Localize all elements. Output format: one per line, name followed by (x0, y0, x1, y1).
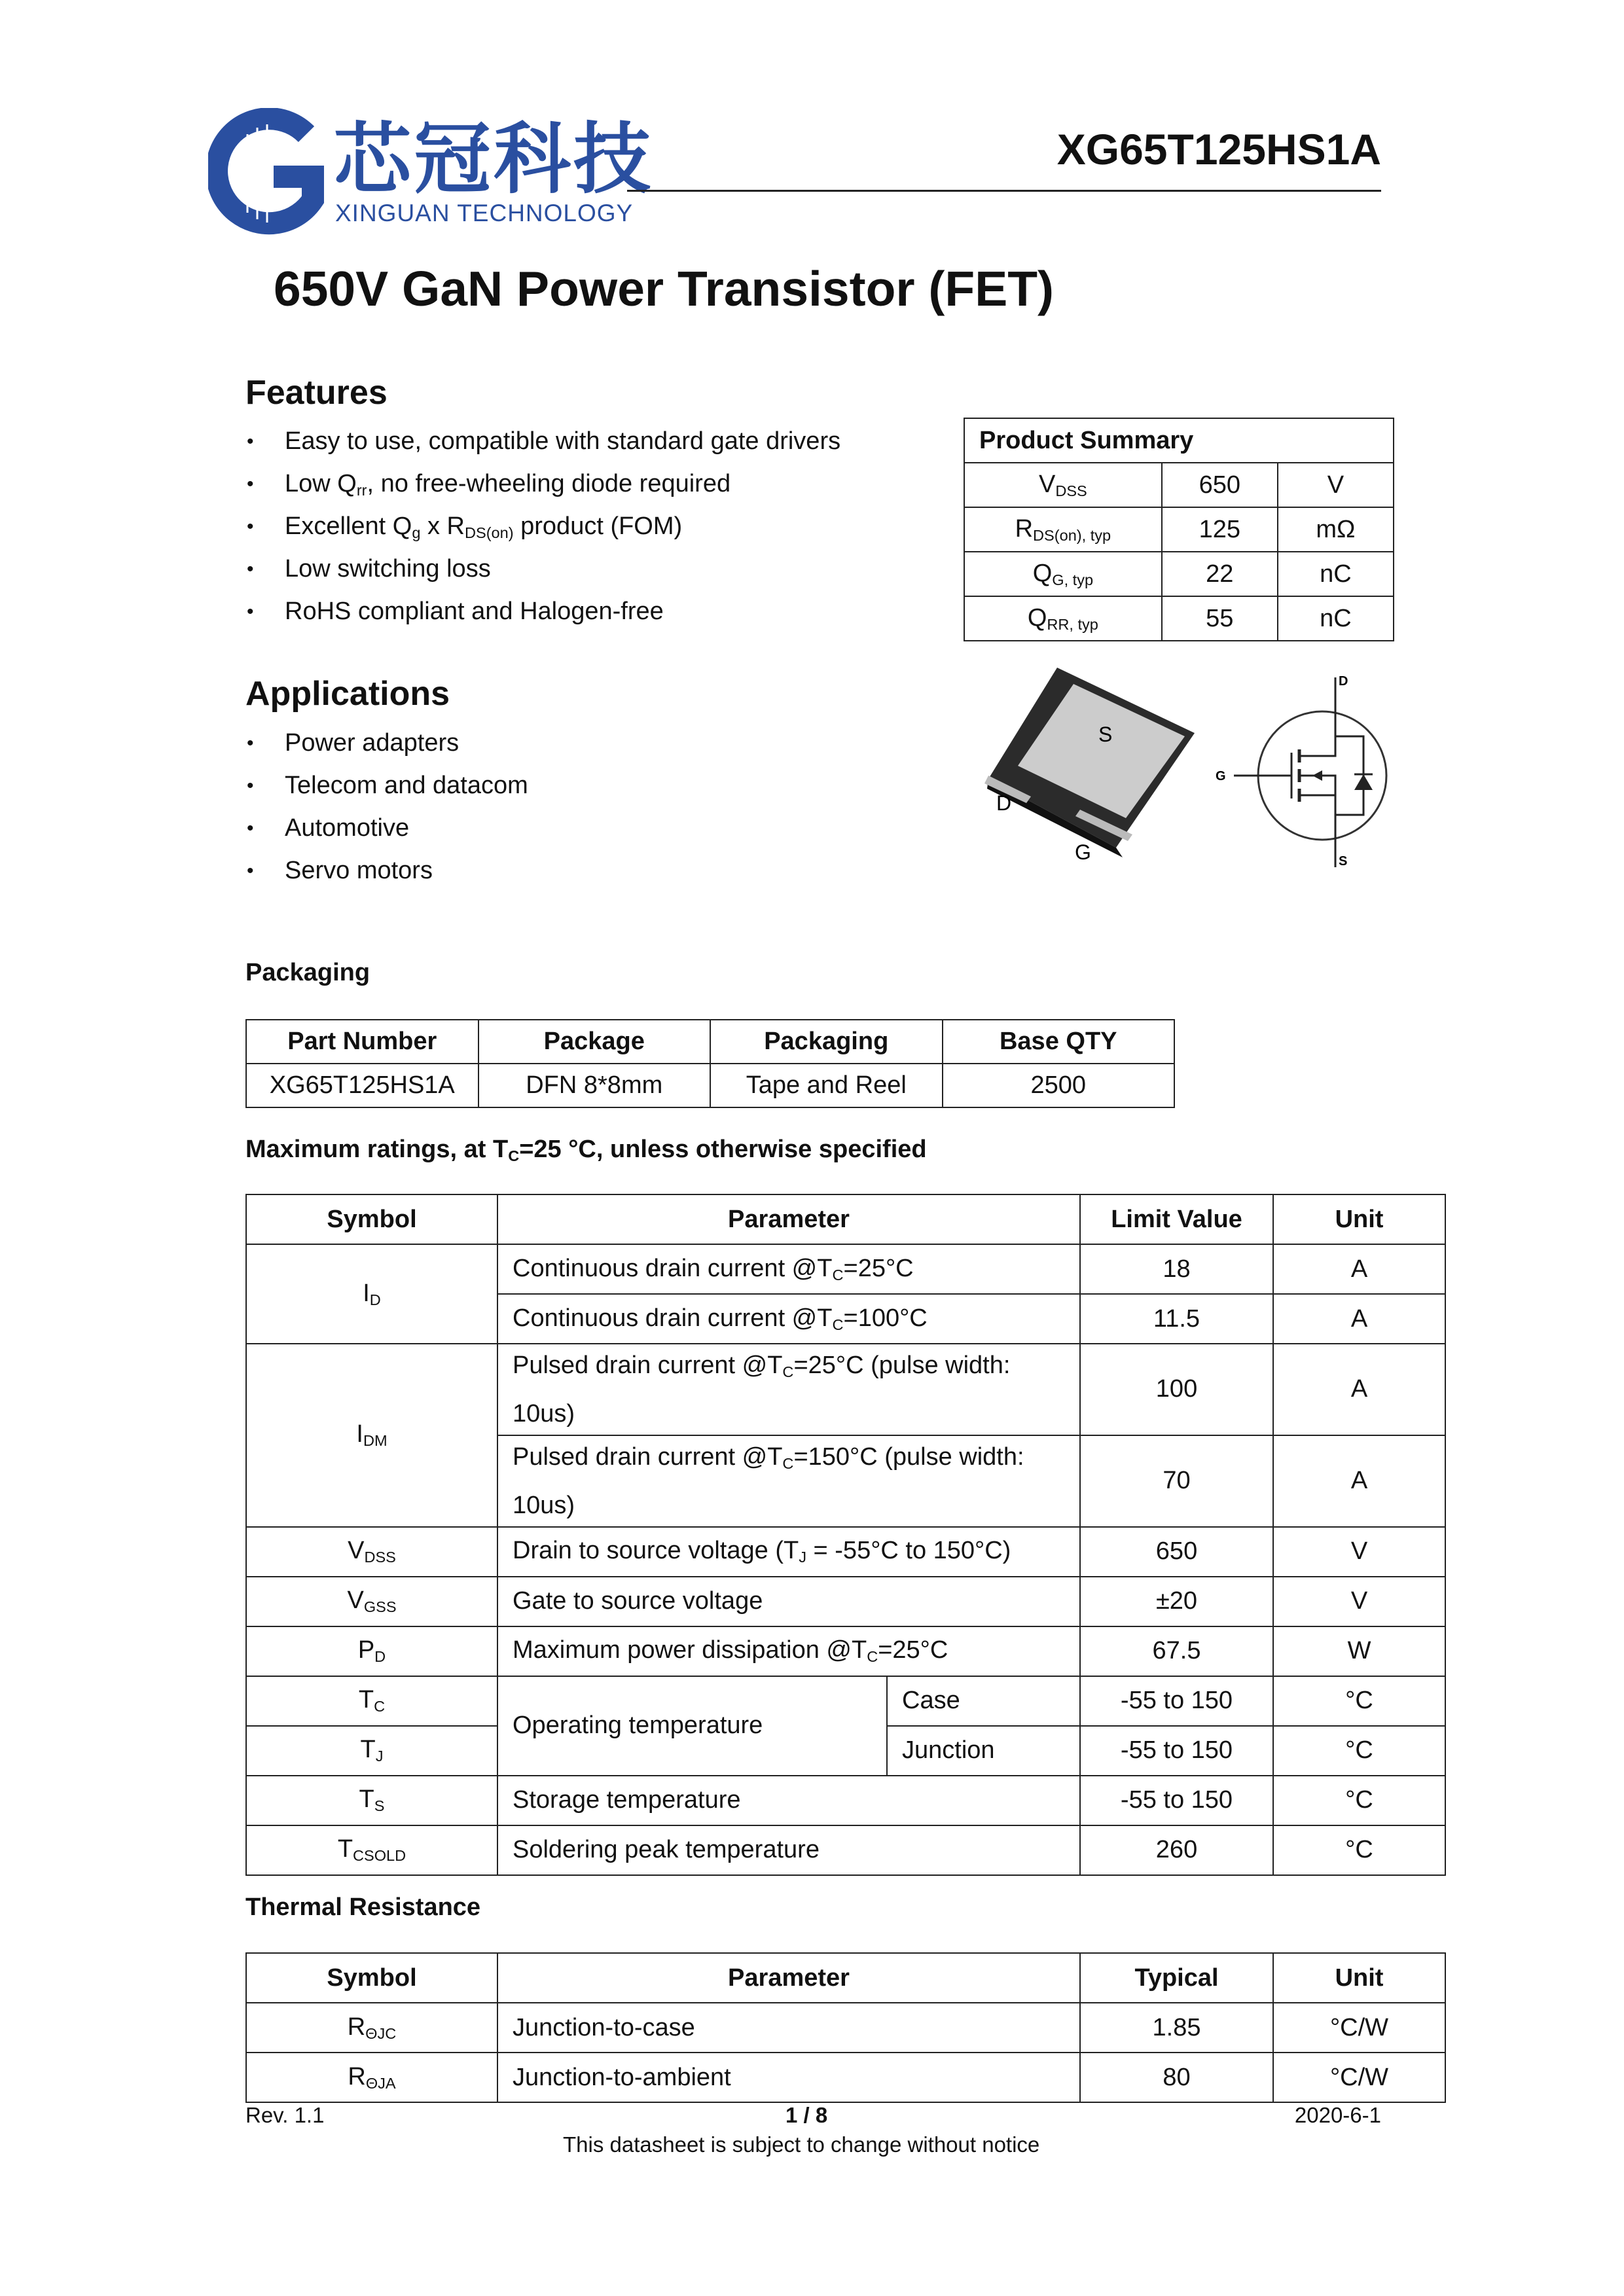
transistor-symbol-icon (1214, 671, 1407, 867)
table-row: $T_C$ Operating temperature Case -55 to 150 °C (246, 1676, 1445, 1726)
list-item: • Excellent $Q_g$ x $R_{DS(on)}$ product (FOM) (245, 505, 840, 548)
table-header-row: Symbol Parameter Typical Unit (246, 1953, 1445, 2003)
table-row: $Q_{G, typ}$ 22 nC (964, 552, 1394, 596)
thermal-heading: Thermal Resistance (245, 1893, 481, 1921)
logo-g-mark (208, 108, 326, 239)
footer-notice: This datasheet is subject to change without notice (563, 2132, 1040, 2157)
list-item: • Power adapters (245, 722, 528, 764)
table-row: $V_{DSS}$ Drain to source voltage ($T_J = -55^\circ C$ to 150°C) 650 V (246, 1527, 1445, 1577)
packaging-heading: Packaging (245, 959, 370, 986)
list-item: • Low $Q_{rr}$, no free-wheeling diode required (245, 463, 840, 505)
table-row: $R_{DS(on), typ}$ 125 mΩ (964, 507, 1394, 552)
list-item: • Telecom and datacom (245, 764, 528, 807)
package-label-s: S (1098, 723, 1113, 746)
footer-revision: Rev. 1.1 (245, 2103, 325, 2127)
footer-date: 2020-6-1 (1294, 2103, 1381, 2127)
table-row: $R_{\Theta JA}$ Junction-to-ambient 80 °C/W (246, 2053, 1445, 2102)
table-row: $V_{DSS}$ 650 V (964, 463, 1394, 507)
table-row: Continuous drain current $@T_C=100^\circ C$ 11.5 A (246, 1294, 1445, 1344)
table-header-row: Symbol Parameter Limit Value Unit (246, 1194, 1445, 1244)
table-row: $I_D$ Continuous drain current $@T_C=25^\circ C$ 18 A (246, 1244, 1445, 1294)
header-rule (627, 190, 1381, 192)
product-summary-table (964, 418, 1394, 641)
symbol-label-d: D (1339, 674, 1348, 689)
table-row: $T_S$ Storage temperature -55 to 150 °C (246, 1776, 1445, 1825)
logo-english-text: XINGUAN TECHNOLOGY (335, 200, 634, 226)
features-heading: Features (245, 374, 388, 412)
package-label-g: G (1075, 840, 1091, 864)
table-row: $Q_{RR, typ}$ 55 nC (964, 596, 1394, 641)
list-item: • Low switching loss (245, 548, 840, 590)
table-row: $T_{CSOLD}$ Soldering peak temperature 260 °C (246, 1825, 1445, 1875)
header-part-number: XG65T125HS1A (1056, 125, 1381, 173)
footer-page-number: 1 / 8 (785, 2103, 828, 2127)
list-item: • Servo motors (245, 850, 528, 892)
list-item: • Easy to use, compatible with standard gate drivers (245, 420, 840, 463)
list-item: • Automotive (245, 807, 528, 850)
package-illustration (969, 658, 1204, 874)
table-header-row: Part Number Package Packaging Base QTY (246, 1020, 1174, 1064)
table-row: $I_{DM}$ Pulsed drain current $@T_C=25^\circ C$ (pulse width: 10us) 100 A (246, 1344, 1445, 1435)
max-ratings-table (245, 1194, 1446, 1876)
table-row: $P_D$ Maximum power dissipation $@T_C=25^\circ C$ 67.5 W (246, 1626, 1445, 1676)
thermal-resistance-table (245, 1952, 1446, 2103)
page-title: 650V GaN Power Transistor (FET) (274, 261, 1055, 316)
package-label-d: D (996, 791, 1012, 815)
table-row: XG65T125HS1A DFN 8*8mm Tape and Reel 2500 (246, 1064, 1174, 1107)
applications-list (245, 722, 528, 892)
table-row: Pulsed drain current $@T_C=150^\circ C$ (pulse width: 10us) 70 A (246, 1435, 1445, 1527)
table-row: $R_{\Theta JC}$ Junction-to-case 1.85 °C/W (246, 2003, 1445, 2053)
table-row: $V_{GSS}$ Gate to source voltage ±20 V (246, 1577, 1445, 1626)
features-list (245, 420, 840, 633)
product-summary-heading: Product Summary (964, 418, 1394, 463)
symbol-label-g: G (1216, 769, 1226, 783)
max-ratings-heading: Maximum ratings, at $T_C=25$ °C, unless otherwise specified (245, 1136, 927, 1164)
applications-heading: Applications (245, 675, 450, 713)
packaging-table (245, 1019, 1175, 1108)
table-row: $T_J$ Junction -55 to 150 °C (246, 1726, 1445, 1776)
list-item: • RoHS compliant and Halogen-free (245, 590, 840, 633)
symbol-label-s: S (1339, 854, 1348, 867)
logo-chinese-text: 芯冠科技 (334, 117, 654, 203)
